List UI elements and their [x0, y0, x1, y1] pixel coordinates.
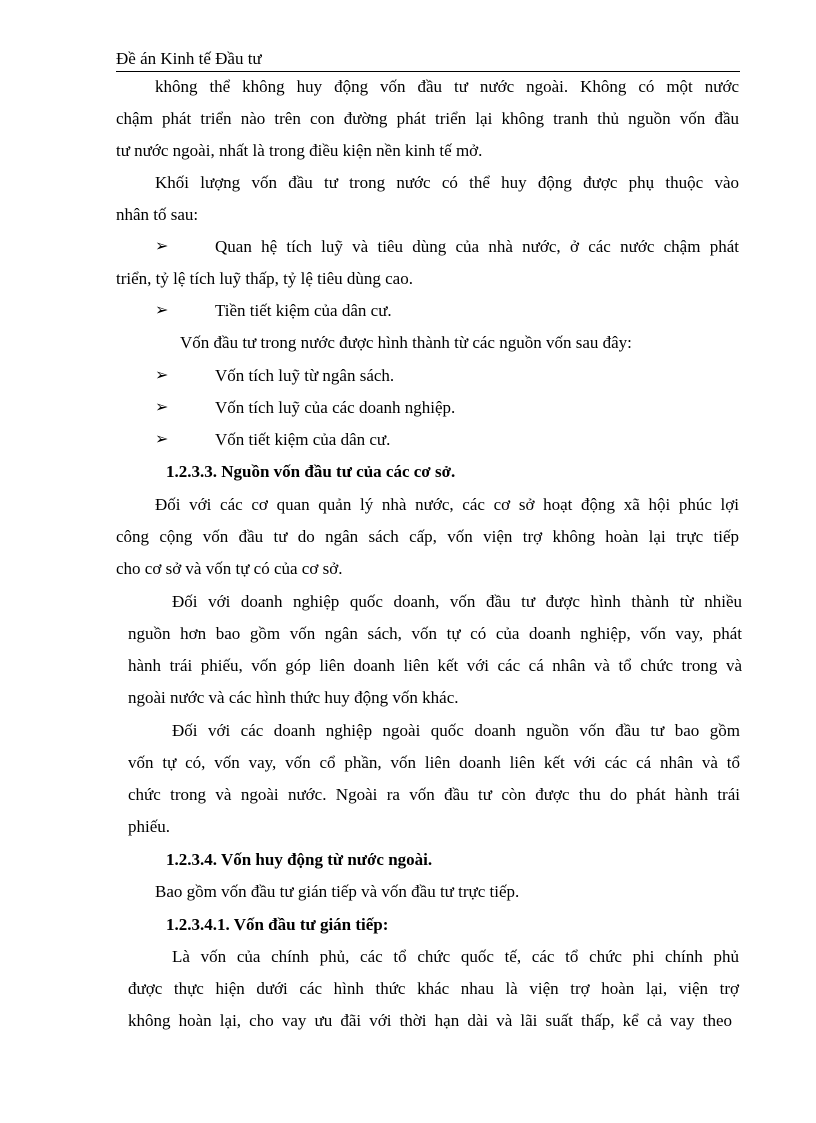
bullet-line: Quan hệ tích luỹ và tiêu dùng của nhà nước, ở các nước chậm phát: [215, 237, 739, 256]
body-line: nhân tố sau:: [116, 205, 199, 224]
subsection-heading: 1.2.3.4.1. Vốn đầu tư gián tiếp:: [166, 915, 389, 934]
body-line: Đối với các cơ quan quản lý nhà nước, các cơ sở hoạt động xã hội phúc lợi: [155, 495, 739, 514]
section-heading: 1.2.3.4. Vốn huy động từ nước ngoài.: [166, 850, 433, 869]
body-line: chậm phát triển nào trên con đường phát triển lại không tranh thủ nguồn vốn đầu: [116, 109, 739, 128]
body-line: Vốn đầu tư trong nước được hình thành từ các nguồn vốn sau đây:: [180, 333, 632, 352]
body-line: vốn tự có, vốn vay, vốn cổ phần, vốn liên doanh liên kết với các cá nhân và tổ: [128, 753, 740, 772]
bullet-line: Tiền tiết kiệm của dân cư.: [215, 301, 392, 320]
body-line: Bao gồm vốn đầu tư gián tiếp và vốn đầu tư trực tiếp.: [155, 882, 520, 901]
body-line: nguồn hơn bao gồm vốn ngân sách, vốn tự có của doanh nghiệp, vốn vay, phát: [128, 624, 742, 643]
section-heading: 1.2.3.3. Nguồn vốn đầu tư của các cơ sở.: [166, 462, 456, 481]
bullet-line: Vốn tích luỹ từ ngân sách.: [215, 366, 395, 385]
body-line: Là vốn của chính phủ, các tổ chức quốc tế, các tổ chức phi chính phủ: [172, 947, 739, 966]
body-line: cho cơ sở và vốn tự có của cơ sở.: [116, 559, 343, 578]
body-line: được thực hiện dưới các hình thức khác nhau là viện trợ hoàn lại, viện trợ: [128, 979, 739, 998]
body-line: không thể không huy động vốn đầu tư nước ngoài. Không có một nước: [155, 77, 739, 96]
body-line: không hoàn lại, cho vay ưu đãi với thời hạn dài và lãi suất thấp, kể cả vay theo: [128, 1011, 732, 1030]
body-line: triển, tỷ lệ tích luỹ thấp, tỷ lệ tiêu dùng cao.: [116, 269, 413, 288]
bullet-arrow-icon: ➢: [155, 399, 169, 416]
body-line: tư nước ngoài, nhất là trong điều kiện nền kinh tế mở.: [116, 141, 483, 160]
bullet-line: Vốn tích luỹ của các doanh nghiệp.: [215, 398, 456, 417]
bullet-arrow-icon: ➢: [155, 302, 169, 319]
page-header: Đề án Kinh tế Đầu tư: [116, 48, 740, 72]
body-line: công cộng vốn đầu tư do ngân sách cấp, vốn viện trợ không hoàn lại trực tiếp: [116, 527, 739, 546]
body-line: ngoài nước và các hình thức huy động vốn khác.: [128, 688, 459, 707]
body-line: Khối lượng vốn đầu tư trong nước có thể huy động được phụ thuộc vào: [155, 173, 739, 192]
bullet-line: Vốn tiết kiệm của dân cư.: [215, 430, 391, 449]
body-line: Đối với doanh nghiệp quốc doanh, vốn đầu tư được hình thành từ nhiều: [172, 592, 742, 611]
body-line: Đối với các doanh nghiệp ngoài quốc doanh nguồn vốn đầu tư bao gồm: [172, 721, 740, 740]
bullet-arrow-icon: ➢: [155, 238, 169, 255]
bullet-arrow-icon: ➢: [155, 431, 169, 448]
bullet-arrow-icon: ➢: [155, 367, 169, 384]
body-line: phiếu.: [128, 817, 171, 836]
body-line: chức trong và ngoài nước. Ngoài ra vốn đầu tư còn được thu do phát hành trái: [128, 785, 740, 804]
body-line: hành trái phiếu, vốn góp liên doanh liên kết với các cá nhân và tổ chức trong và: [128, 656, 742, 675]
